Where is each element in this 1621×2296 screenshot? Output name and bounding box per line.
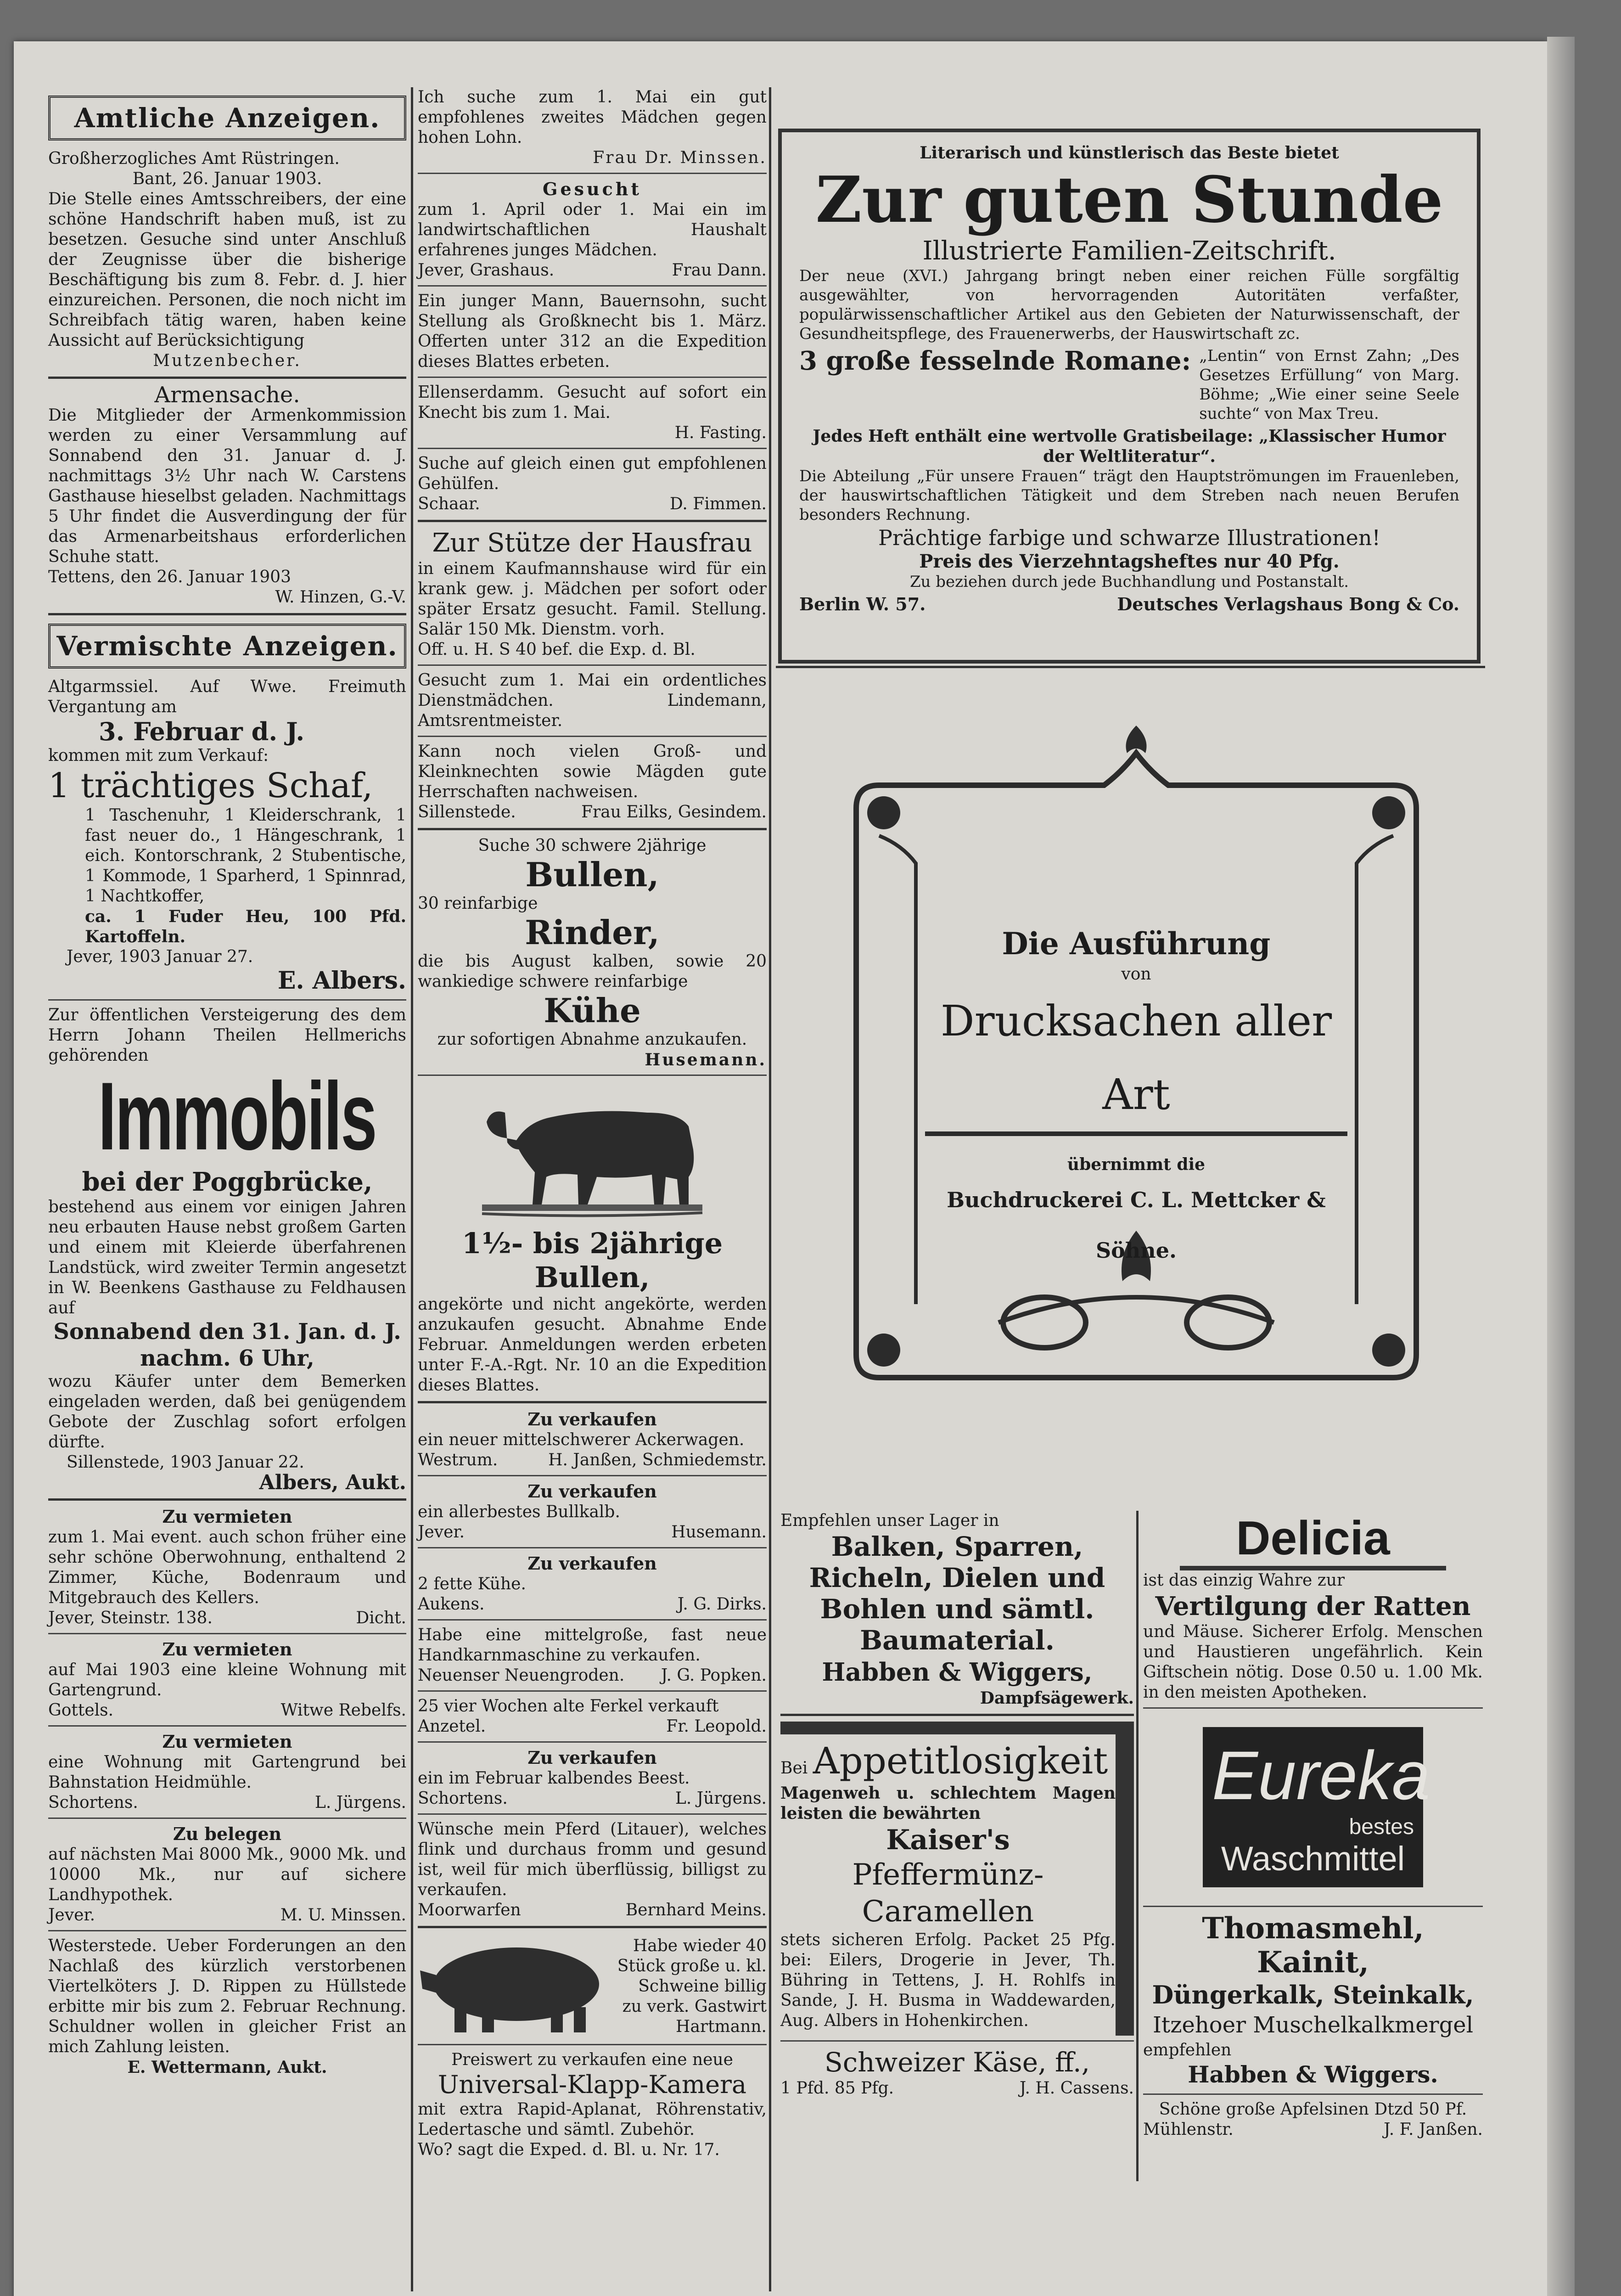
ad-text: eine Wohnung mit Gartengrund bei Bahnstation Heidmühle. [48, 1753, 406, 1792]
ad-text: 2 fette Kühe. [418, 1575, 526, 1593]
ad-text: Schöne große Apfelsinen Dtzd 50 Pf. [1159, 2100, 1467, 2119]
ad-signature: Frau Dann. [672, 261, 767, 280]
ad-headline: Thomasmehl, [1202, 1911, 1424, 1946]
ad-headline: Appetitlosigkeit [813, 1739, 1108, 1782]
ad-headline: Drucksachen aller Art [940, 996, 1332, 1119]
ad-text: Habe wieder 40 Stück große u. kl. Schweine billig zu verk. Gastwirt Hartmann. [617, 1936, 767, 2036]
ad-place: Jever. [418, 1523, 465, 1542]
ad-signature-row [418, 1666, 767, 1686]
ad-signature: Deutsches Verlagshaus Bong & Co. [1117, 594, 1459, 614]
ad-date: Sonnabend den 31. Jan. d. J. [53, 1319, 401, 1345]
ad-text: ein im Februar kalbendes Beest. [418, 1769, 690, 1788]
ad-text: Habe eine mittelgroße, fast neue Handkarnmaschine zu verkaufen. [418, 1626, 767, 1665]
ad-headline: Bullen, [525, 855, 659, 894]
ad-text: Die Abteilung „Für unsere Frauen“ trägt den Hauptströmungen im Frauenleben, der hauswirtschaftlichen Tätigkeit und dem Streben nach neuen Berufen besonders Rechnung. [799, 467, 1459, 524]
ad-headline: Universal-Klapp-Kamera [438, 2070, 747, 2099]
ad-title: Zu verkaufen [527, 1553, 657, 1574]
ad-signature: M. U. Minssen. [280, 1906, 406, 1925]
ad-text: „Lentin“ von Ernst Zahn; „Des Gesetzes Erfüllung“ von Marg. Böhme; „Wie einer seine Seele suchte“ von Max Treu. [1199, 347, 1459, 423]
ad-signature-row [418, 1522, 767, 1542]
ad-text: von [1121, 965, 1151, 984]
ad-title: Armensache. [154, 382, 300, 408]
ad-signature-row [418, 1450, 767, 1470]
ad-signature-row [799, 594, 1459, 614]
ad-text: Westerstede. Ueber Forderungen an den Nachlaß des kürzlich verstorbenen Viertelköters J. D. Rippen zu Hüllstede erbitte mir bis zum 2. Februar Rechnung. Schuldner wollen in gleicher Frist an mich Zahlung leisten. [48, 1936, 406, 2056]
ad-text: zum 1. April oder 1. Mai ein im landwirtschaftlichen Haushalt erfahrenes junges Mädchen. [418, 200, 767, 259]
divider [418, 664, 767, 666]
ad-signature: Off. u. H. S 40 bef. die Exp. d. Bl. [418, 640, 696, 659]
ad-headline: Kainit, [1256, 1945, 1369, 1980]
ad-signature: J. F. Janßen. [1384, 2120, 1483, 2139]
ad-signature: Mutzenbecher. [153, 351, 302, 370]
ad-signature: D. Fimmen. [669, 495, 767, 513]
column-4-lower [1143, 1511, 1483, 2140]
ad-place: Schortens. [48, 1793, 138, 1812]
divider [780, 2040, 1134, 2042]
divider [418, 1690, 767, 1692]
ad-signature: Buchdruckerei C. L. Mettcker & Söhne. [947, 1187, 1326, 1263]
pig-ad [418, 1934, 767, 2039]
ad-text: Die Mitglieder der Armenkommission werden zu einer Versammlung auf Sonnabend den 31. Januar d. J. nachmittags 3½ Uhr nach W. Carstens Gasthause hieselbst geladen. Nachmittags 5 Uhr findet die Ausverdingung der für das Armenarbeitshaus erforderlichen Schuhe statt. [48, 406, 406, 566]
divider [418, 736, 767, 737]
ad-signature-row [48, 1700, 406, 1721]
ad-text: die bis August kalben, sowie 20 wankiedige schwere reinfarbige [418, 952, 767, 991]
ad-brand: Eureka [1212, 1737, 1430, 1814]
ad-headline: Itzehoer Muschelkalkmergel [1152, 2012, 1474, 2038]
ad-date: Jever, 1903 Januar 27. [67, 947, 253, 966]
ad-signature-row [48, 1793, 406, 1813]
ad-signature-row [418, 1716, 767, 1737]
ad-text: Wünsche mein Pferd (Litauer), welches flink und durchaus fromm und gesund ist, weil für mich überflüssig, billigst zu verkaufen. [418, 1820, 767, 1899]
ad-place: Anzetel. [418, 1717, 486, 1736]
ad-place: Mühlenstr. [1143, 2120, 1234, 2139]
novels-row [799, 346, 1459, 423]
column-2 [418, 87, 767, 2160]
divider [48, 1930, 406, 1931]
ad-signature-row [418, 1900, 767, 1920]
ad-text: 1 Taschenuhr, 1 Kleiderschrank, 1 fast neuer do., 1 Hängeschrank, 1 eich. Kontorschrank, 2 Stubentische, 1 Kommode, 1 Sparherd, 1 Spinnrad, 1 Nachtkoffer, [85, 806, 406, 906]
ad-text: Die Ausführung [1002, 926, 1271, 962]
ad-signature: Habben & Wiggers. [1188, 2061, 1438, 2088]
divider [418, 173, 767, 174]
divider [48, 1498, 406, 1501]
ad-text: Zu beziehen durch jede Buchhandlung und Postanstalt. [909, 573, 1349, 591]
divider [780, 1714, 1134, 1716]
divider [1143, 1906, 1483, 1907]
divider [418, 828, 767, 830]
divider [418, 1813, 767, 1815]
ad-text: 25 vier Wochen alte Ferkel verkauft [418, 1697, 719, 1716]
ad-place: Schortens. [418, 1789, 508, 1808]
ad-place: Westrum. [418, 1451, 498, 1469]
divider [1143, 1707, 1483, 1709]
divider [418, 1075, 767, 1076]
ad-place: Neuenser Neuengroden. [418, 1666, 625, 1685]
ad-text: ca. 1 Fuder Heu, 100 Pfd. Kartoffeln. [85, 907, 406, 946]
ad-signature-row [48, 1608, 406, 1628]
ad-text: Preiswert zu verkaufen eine neue [451, 2050, 733, 2069]
divider [48, 1725, 406, 1727]
ad-headline: Balken, Sparren, Richeln, Dielen und Bohlen und sämtl. Baumaterial. [809, 1531, 1105, 1656]
divider [418, 1741, 767, 1743]
ad-text: bestes [1349, 1815, 1414, 1839]
ad-headline: Zur guten Stunde [815, 162, 1443, 237]
ad-signature-row [780, 2078, 1134, 2099]
ad-signature: H. Fasting. [674, 423, 767, 442]
divider [48, 377, 406, 379]
ad-text: auf nächsten Mai 8000 Mk., 9000 Mk. und 10000 Mk., nur auf sichere Landhypothek. [48, 1845, 406, 1904]
ad-signature-row [48, 1905, 406, 1925]
divider [418, 1926, 767, 1928]
ad-text: auf Mai 1903 eine kleine Wohnung mit Gartengrund. [48, 1660, 406, 1699]
ad-signature-row [1143, 2120, 1483, 2140]
ad-headline: Schweizer Käse, ff., [824, 2047, 1090, 2078]
ad-brand: Kaiser's [886, 1824, 1010, 1856]
ad-signature: Wo? sagt die Exped. d. Bl. u. Nr. 17. [418, 2140, 720, 2159]
divider [418, 1547, 767, 1548]
ad-headline: Vertilgung der Ratten [1155, 1591, 1471, 1621]
ad-title: Gesucht [543, 179, 642, 199]
ad-text: Dampfsägewerk. [980, 1688, 1134, 1708]
ad-place: Aukens. [418, 1595, 485, 1614]
eureka-logo [1203, 1727, 1430, 1887]
ad-place: Jever, Steinstr. 138. [48, 1609, 213, 1627]
divider [418, 2044, 767, 2045]
ad-signature: Frau Eilks, Gesindem. [581, 803, 767, 822]
divider [1143, 2093, 1483, 2095]
divider [48, 1633, 406, 1634]
ad-title: Zu vermieten [162, 1731, 292, 1752]
divider [418, 377, 767, 378]
ad-text: bestehend aus einem vor einigen Jahren neu erbauten Hause nebst großem Garten und einem mit Kleierde überfahrenen Landstück, wird zweiter Termin angesetzt in W. Beenkens Gasthause zu Feldhausen auf [48, 1198, 406, 1317]
ad-date: nachm. 6 Uhr, [140, 1345, 314, 1371]
ad-text: Großherzogliches Amt Rüstringen. [48, 149, 340, 168]
ad-signature: Husemann. [671, 1523, 767, 1542]
ad-signature: E. Albers. [277, 967, 406, 995]
ad-zur-guten-stunde [778, 129, 1481, 664]
ad-title: Zu verkaufen [527, 1747, 657, 1768]
ad-subhead: Illustrierte Familien-Zeitschrift. [922, 236, 1336, 266]
ad-text: Empfehlen unser Lager in [780, 1511, 999, 1530]
ad-text: Zur öffentlichen Versteigerung des dem Herrn Johann Theilen Hellmerichs gehörenden [48, 1006, 406, 1065]
ad-text: Altgarmssiel. Auf Wwe. Freimuth Vergantung am [48, 677, 406, 716]
ad-headline-row [780, 1739, 1116, 1783]
ad-headline: Zur Stütze der Hausfrau [432, 528, 752, 558]
ad-title: Zu vermieten [162, 1506, 292, 1527]
ad-text: Jedes Heft enthält eine wertvolle Gratisbeilage: „Klassischer Humor der Weltliteratur“. [813, 427, 1446, 466]
ad-headline-immobils: Immobils [98, 1062, 376, 1170]
ad-text: ein neuer mittelschwerer Ackerwagen. [418, 1430, 745, 1449]
ad-date: 3. Februar d. J. [99, 717, 305, 746]
divider [418, 1401, 767, 1403]
ad-signature: J. G. Dirks. [677, 1595, 767, 1614]
ad-signature: Habben & Wiggers, [822, 1657, 1093, 1687]
ad-text: empfehlen [1143, 2041, 1232, 2060]
ad-signature-row [418, 260, 767, 281]
ad-headline: Düngerkalk, Steinkalk, [1152, 1980, 1474, 2009]
column-1 [48, 87, 406, 2077]
ad-price: Preis des Vierzehntagsheftes nur 40 Pfg. [919, 551, 1340, 572]
ad-place: Sillenstede, 1903 Januar 22. [67, 1453, 304, 1472]
ad-signature: Husemann. [645, 1050, 767, 1069]
ad-text: Bei [780, 1759, 808, 1778]
header-vermischte: Vermischte Anzeigen. [48, 624, 406, 669]
ad-place: Sillenstede. [418, 803, 516, 822]
ad-headline: 1 trächtiges Schaf, [48, 766, 373, 805]
ad-text: Die Stelle eines Amtsschreibers, der eine schöne Handschrift haben muß, ist zu besetzen. Gesuche sind unter Anschluß der Zeugnisse über die bisherige Beschäftigung bis zum 8. Febr. d. J. hier einzureichen. Personen, die noch nicht im Schreibfach tätig waren, haben keine Aussicht auf Berücksichtigung [48, 190, 406, 350]
ad-text: übernimmt die [1067, 1155, 1206, 1174]
ad-signature-row [418, 494, 767, 514]
ad-signature-row [418, 1594, 767, 1615]
ad-place: Tettens, den 26. Januar 1903 [48, 568, 291, 586]
ad-text: Ellenserdamm. Gesucht auf sofort ein Knecht bis zum 1. Mai. [418, 383, 767, 422]
ornamental-rule [925, 1131, 1347, 1136]
ad-headline: Kühe [544, 991, 641, 1030]
ad-signature: L. Jürgens. [675, 1789, 767, 1808]
divider [418, 1475, 767, 1476]
ad-text: wozu Käufer unter dem Bemerken eingeladen werden, daß bei genügendem Gebote der Zuschlag sofort erfolgen dürfte. [48, 1372, 406, 1452]
ad-text: Gesucht zum 1. Mai ein ordentliches Dienstmädchen. Lindemann, Amtsrentmeister. [418, 671, 767, 730]
ad-signature: Fr. Leopold. [666, 1717, 767, 1736]
ad-text: 3 große fesselnde Romane: [799, 346, 1191, 376]
ad-text: Ich suche zum 1. Mai ein gut empfohlenes zweites Mädchen gegen hohen Lohn. [418, 88, 767, 147]
ad-text: in einem Kaufmannshause wird für ein krank gew. j. Mädchen per sofort oder später Ersatz gesucht. Famil. Stellung. Salär 150 Mk. Dienstm. vorh. [418, 559, 767, 639]
ad-signature: Dicht. [356, 1609, 406, 1627]
divider [48, 613, 406, 615]
ad-place: Jever, Grashaus. [418, 261, 555, 280]
ad-signature: Albers, Aukt. [259, 1471, 406, 1494]
ad-signature-row [418, 802, 767, 822]
ad-signature: J. H. Cassens. [1019, 2079, 1134, 2098]
ad-text: Literarisch und künstlerisch das Beste bietet [920, 143, 1339, 163]
divider [48, 1818, 406, 1819]
column-3-lower [780, 1511, 1134, 2099]
ad-signature: Bernhard Meins. [625, 1901, 767, 1919]
ad-signature: H. Janßen, Schmiedemstr. [548, 1451, 767, 1469]
ad-place: Jever. [48, 1906, 95, 1925]
ad-text: Der neue (XVI.) Jahrgang bringt neben einer reichen Fülle sorgfältig ausgewählter, von hervorragenden Autoritäten verfaßter, populärwissenschaftlicher Artikel aus den Gebieten der Naturwissenschaft, der Gesundheitspflege, des Frauenerwerbs, der Hauswirtschaft zc. [799, 267, 1459, 343]
ad-signature: J. G. Popken. [661, 1666, 767, 1685]
ad-text: und Mäuse. Sicherer Erfolg. Menschen und Haustieren ungefährlich. Kein Giftschein nötig. Dose 0.50 u. 1.00 Mk. in den meisten Apotheken. [1143, 1622, 1483, 1702]
ad-signature: W. Hinzen, G.-V. [275, 588, 406, 607]
ad-place: Berlin W. 57. [799, 594, 926, 614]
column-rule [769, 87, 771, 2291]
divider [418, 448, 767, 449]
column-rule [1136, 1511, 1139, 2181]
ad-text: zum 1. Mai event. auch schon früher eine sehr schöne Oberwohnung, enthaltend 2 Zimmer, Küche, Bodenraum und Mitgebrauch des Kellers. [48, 1528, 406, 1607]
ad-kaisers-box [780, 1722, 1134, 2036]
ad-signature: Witwe Rebelfs. [280, 1701, 406, 1720]
divider [418, 285, 767, 287]
divider [48, 999, 406, 1001]
ad-signature: Frau Dr. Minssen. [593, 148, 767, 167]
ad-headline: Pfeffermünz-Caramellen [852, 1858, 1044, 1929]
ad-text: Suche auf gleich einen gut empfohlenen Gehülfen. [418, 454, 767, 493]
ad-text: 30 reinfarbige [418, 894, 538, 913]
ad-signature: E. Wettermann, Aukt. [127, 2058, 327, 2077]
ad-text: mit extra Rapid-Aplanat, Röhrenstativ, Ledertasche und sämtl. Zubehör. [418, 2100, 767, 2139]
ad-signature: L. Jürgens. [314, 1793, 406, 1812]
ad-text: Suche 30 schwere 2jährige [478, 836, 707, 855]
ad-text: ist das einzig Wahre zur [1143, 1571, 1345, 1590]
ad-text: Magenweh u. schlechtem Magen leisten die bewährten [780, 1784, 1116, 1823]
ad-place: Schaar. [418, 495, 480, 513]
page-edge [1547, 37, 1575, 2296]
divider [418, 1619, 767, 1621]
ad-date: Bant, 26. Januar 1903. [132, 169, 322, 188]
ad-headline: 1½- bis 2jährige Bullen, [461, 1227, 723, 1294]
ad-title: Zu verkaufen [527, 1481, 657, 1502]
ad-title: Zu belegen [173, 1823, 282, 1844]
ad-brand: Delicia [1180, 1511, 1446, 1570]
ad-signature-row [418, 1789, 767, 1809]
bull-illustration-icon [473, 1080, 712, 1223]
ad-place: Moorwarfen [418, 1901, 521, 1919]
ad-text: stets sicheren Erfolg. Packet 25 Pfg. bei: Eilers, Drogerie in Jever, Th. Bühring in Tettens, J. H. Rohlfs in Sande, J. H. Busma in Waddewarden, Aug. Albers in Hohenkirchen. [780, 1930, 1116, 2030]
pig-illustration-icon [418, 1934, 615, 2039]
ad-headline: Rinder, [525, 913, 660, 952]
ad-text: Kann noch vielen Groß- und Kleinknechten sowie Mägden gute Herrschaften nachweisen. [418, 742, 767, 801]
druckerei-text [916, 923, 1357, 1276]
header-amtliche: Amtliche Anzeigen. [48, 96, 406, 141]
ad-text: Ein junger Mann, Bauernsohn, sucht Stellung als Großknecht bis 1. März. Offerten unter 312 an die Expedition dieses Blattes erbeten. [418, 292, 767, 371]
ad-druckerei [847, 726, 1425, 1442]
ad-text: kommen mit zum Verkauf: [48, 746, 269, 765]
ad-title: Zu verkaufen [527, 1409, 657, 1429]
ad-place: Gottels. [48, 1701, 114, 1720]
divider [418, 520, 767, 522]
divider [776, 666, 1485, 668]
ad-text: angekörte und nicht angekörte, werden anzukaufen gesucht. Abnahme Ende Februar. Anmeldungen werden erbeten unter F.-A.-Rgt. Nr. 10 an die Expedition dieses Blattes. [418, 1295, 767, 1395]
column-rule [411, 87, 413, 2291]
ad-text: zur sofortigen Abnahme anzukaufen. [437, 1030, 747, 1049]
ad-text: Waschmittel [1221, 1840, 1405, 1878]
ad-price: 1 Pfd. 85 Pfg. [780, 2079, 894, 2098]
ad-text: Prächtige farbige und schwarze Illustrationen! [878, 525, 1380, 550]
ad-title: Zu vermieten [162, 1639, 292, 1660]
ad-text: ein allerbestes Bullkalb. [418, 1503, 620, 1521]
ad-subhead: bei der Poggbrücke, [82, 1167, 373, 1197]
